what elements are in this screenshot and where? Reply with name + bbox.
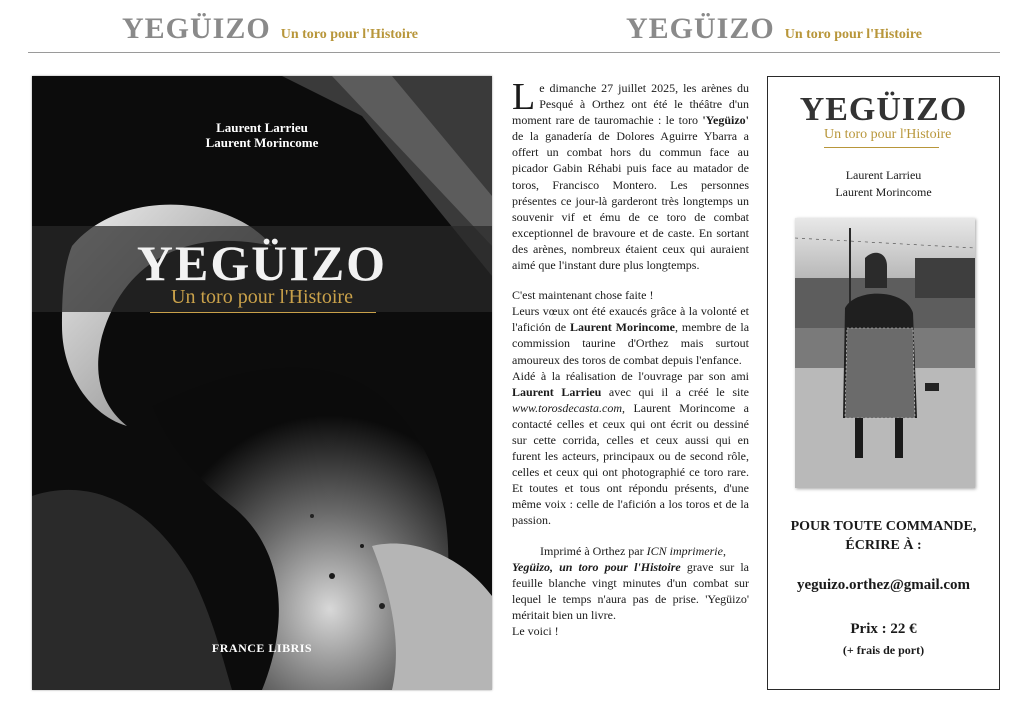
panel-subtitle: Un toro pour l'Histoire xyxy=(824,127,952,142)
p3-rest: , membre de la commission taurine d'Orthez mais surtout amoureux des toros de combat depuis l'enfance. xyxy=(512,320,750,367)
p5-comma: , xyxy=(722,543,726,558)
picador-photo-art xyxy=(795,218,975,488)
website-link[interactable]: www.torosdecasta.com xyxy=(512,400,622,415)
order-email-link[interactable]: yeguizo.orthez@gmail.com xyxy=(796,577,971,593)
p4-text: Aidé à la réalisation de l'ouvrage par son ami xyxy=(512,368,749,383)
header-title-right: YEGÜIZO xyxy=(626,12,775,45)
article-body xyxy=(512,76,750,639)
order-cta-line1: POUR TOUTE COMMANDE, xyxy=(790,519,977,534)
panel-author-2: Laurent Morincome xyxy=(835,185,932,199)
paragraph-4 xyxy=(512,368,749,529)
paragraph-2: C'est maintenant chose faite ! xyxy=(512,288,654,303)
paragraph-5 xyxy=(512,543,749,559)
p5-text: Imprimé à Orthez par xyxy=(540,543,647,558)
picador-photo xyxy=(795,218,975,488)
book-cover xyxy=(32,76,492,690)
panel-author-1: Laurent Larrieu xyxy=(845,168,922,182)
p1-bold: 'Yegüizo' xyxy=(702,113,749,128)
cover-publisher: FRANCE LIBRIS xyxy=(211,641,313,655)
p1-text: e dimanche 27 juillet 2025, les arènes du Pesqué à Orthez ont été le théâtre d'un moment rare de tauromachie : le toro xyxy=(512,81,749,128)
paragraph-1 xyxy=(512,76,749,273)
paragraph-6: Le voici ! xyxy=(512,624,559,638)
cover-subtitle-rule xyxy=(150,312,376,313)
order-panel xyxy=(767,76,1000,690)
panel-title: YEGÜIZO xyxy=(799,91,968,128)
p4-rest: , Laurent Morincome a contacté celles et ceux qui ont écrit ou dessiné sur cette corrida, celles et ceux aussi qui en furent les acteurs, principaux ou de second rôle, celles et ceux qui ont photographié ce toro rare. Et toutes et tous ont répondu présents, d'une même voix : celle de l'afición a los toros et de la passion. xyxy=(512,400,749,528)
header-subtitle: Un toro pour l'Histoire xyxy=(280,27,418,42)
cover-artwork xyxy=(32,76,492,690)
header-divider xyxy=(28,52,1000,53)
drop-cap: L xyxy=(512,76,536,118)
header-subtitle-right: Un toro pour l'Histoire xyxy=(784,27,922,42)
cover-author-1: Laurent Larrieu xyxy=(216,120,308,135)
cover-subtitle: Un toro pour l'Histoire xyxy=(171,286,353,308)
p1-rest: de la ganadería de Dolores Aguirre Ybarra a offert un combat hors du commun face au picador Gabin Réhabi puis face au matador de toros, Francisco Montero. Les personnes présentes ce jour-là garderont très longtemps un souvenir vif et ému de ce toro de combat exceptionnel de bravoure et de caste. En sortant des arènes, nombreux étaient ceux qui auraient aimé que l'instant dure plus longtemps. xyxy=(512,129,749,273)
panel-subtitle-rule xyxy=(824,147,939,148)
order-cta-line2: ÉCRIRE À : xyxy=(845,538,922,553)
order-cta xyxy=(768,517,999,555)
p3-bold: Laurent Morincome xyxy=(569,320,675,335)
header-title: YEGÜIZO xyxy=(122,12,271,45)
panel-authors xyxy=(768,167,999,201)
header-right xyxy=(626,12,922,46)
cover-author-2: Laurent Morincome xyxy=(205,135,319,150)
price-label: Prix : 22 € xyxy=(850,621,917,637)
p4-text-b: avec qui il a créé le site xyxy=(601,384,749,399)
paragraph-5b xyxy=(512,559,749,623)
cover-title: YEGÜIZO xyxy=(136,235,388,291)
p3-text: Leurs vœux ont été exaucés grâce à la volonté et l'afición de xyxy=(512,304,749,335)
header-left xyxy=(122,12,418,46)
paragraph-3 xyxy=(512,303,749,367)
shipping-note: (+ frais de port) xyxy=(842,643,925,657)
p5-printer: ICN imprimerie xyxy=(646,543,723,558)
p4-bold: Laurent Larrieu xyxy=(512,384,602,399)
p5-rest: grave sur la feuille blanche vingt minutes d'un combat sur lequel le temps n'aura pas de prise. 'Yegüizo' méritait bien un livre. xyxy=(512,559,749,622)
p5-book-title: Yegüizo, un toro pour l'Histoire xyxy=(512,559,681,574)
cover-authors xyxy=(32,120,492,150)
